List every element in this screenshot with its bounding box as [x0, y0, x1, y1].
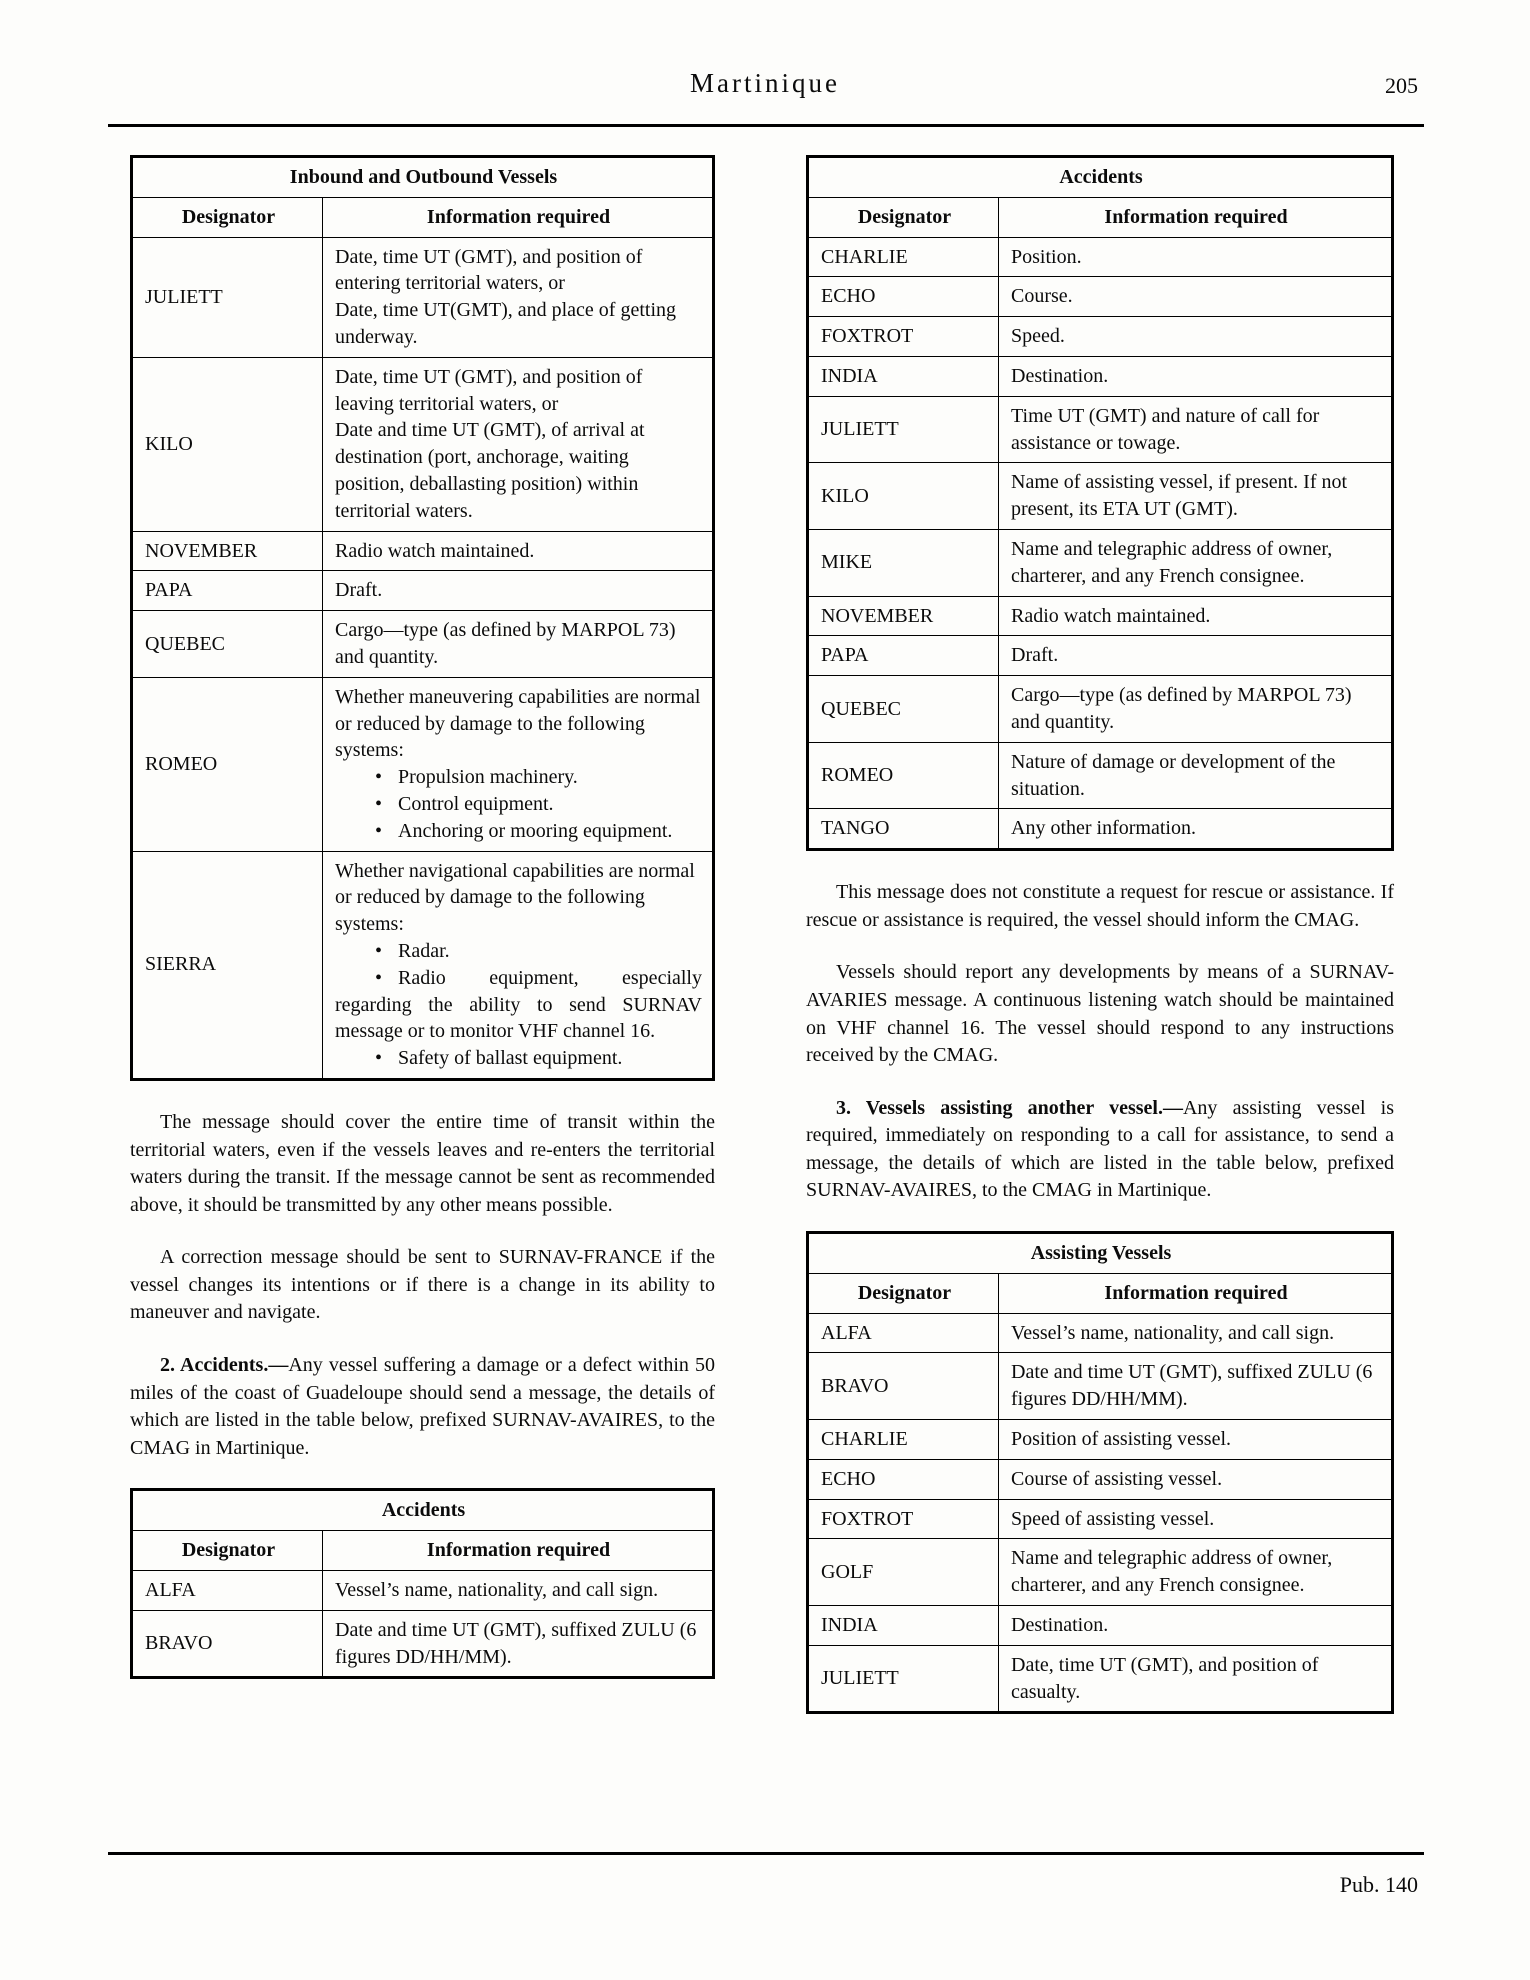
- accidents-table-right: [806, 155, 1394, 851]
- table-row-romeo: [808, 742, 1393, 809]
- table-header-row: [808, 1273, 1393, 1313]
- table-header-row: [808, 197, 1393, 237]
- table-row-juliett: [808, 1645, 1393, 1713]
- paragraph-rescue: This message does not constitute a request for rescue or assistance. If rescue or assistance is required, the vessel should inform the CMAG.: [806, 881, 1394, 931]
- paragraph-assisting: [806, 1095, 1394, 1205]
- table-row-bravo: [808, 1353, 1393, 1420]
- designator-cell: ECHO: [808, 277, 999, 317]
- paragraph-body: Any vessel suffering a damage or a defect within 50 miles of the coast of Guadeloupe should send a message, the details of which are listed in the table below, prefixed SURNAV-AVAIRES, to the CMAG in Martinique.: [130, 1354, 716, 1459]
- info-cell: Name and telegraphic address of owner, charterer, and any French consignee.: [999, 1539, 1393, 1606]
- bullet-icon: •: [375, 966, 383, 989]
- paragraph-correction: A correction message should be sent to SURNAV-FRANCE if the vessel changes its intentions or if there is a change in its ability to maneuver and navigate.: [130, 1246, 715, 1324]
- info-cell: Course of assisting vessel.: [999, 1459, 1393, 1499]
- info-cell: [323, 677, 714, 851]
- bullet-text: Radio equipment, especially regarding the ability to send SURNAV message or to monitor VHF channel 16.: [335, 966, 702, 1043]
- column-header-designator: Designator: [808, 197, 999, 237]
- table-title-row: [132, 1490, 714, 1531]
- designator-cell: SIERRA: [132, 851, 323, 1079]
- table-title-row: [808, 1233, 1393, 1274]
- designator-cell: JULIETT: [808, 396, 999, 463]
- designator-cell: ALFA: [132, 1571, 323, 1611]
- info-cell: Radio watch maintained.: [999, 596, 1393, 636]
- table-row-juliett: [808, 396, 1393, 463]
- info-cell: Vessel’s name, nationality, and call sign.: [323, 1571, 714, 1611]
- header-rule: [108, 124, 1424, 127]
- info-intro: Whether navigational capabilities are normal or reduced by damage to the following systems:: [335, 859, 695, 936]
- info-cell: Cargo—type (as defined by MARPOL 73) and quantity.: [999, 676, 1393, 743]
- bullet-item: [335, 965, 702, 1045]
- paragraph-lead: 2. Accidents.—: [160, 1354, 289, 1377]
- info-cell: Draft.: [323, 571, 714, 611]
- table-title: Accidents: [808, 157, 1393, 198]
- table-header-row: [132, 197, 714, 237]
- info-cell: Name and telegraphic address of owner, charterer, and any French consignee.: [999, 529, 1393, 596]
- table-title: Accidents: [132, 1490, 714, 1531]
- table-row-november: [808, 596, 1393, 636]
- bullet-icon: •: [375, 819, 383, 842]
- table-row-alfa: [132, 1571, 714, 1611]
- info-cell: [323, 357, 714, 531]
- column-header-info: Information required: [999, 1273, 1393, 1313]
- table-row-quebec: [132, 611, 714, 678]
- column-header-designator: Designator: [132, 1531, 323, 1571]
- bullet-icon: •: [375, 792, 383, 815]
- table-row-echo: [808, 277, 1393, 317]
- designator-cell: ROMEO: [808, 742, 999, 809]
- designator-cell: CHARLIE: [808, 1420, 999, 1460]
- paragraph-developments: Vessels should report any developments by means of a SURNAV-AVARIES message. A continuous listening watch should be maintained on VHF channel 16. The vessel should respond to any instructions received by the CMAG.: [806, 961, 1394, 1067]
- info-intro: Whether maneuvering capabilities are normal or reduced by damage to the following systems:: [335, 685, 701, 762]
- designator-cell: QUEBEC: [132, 611, 323, 678]
- info-cell: [323, 237, 714, 357]
- table-title-row: [132, 157, 714, 198]
- table-row-foxtrot: [808, 317, 1393, 357]
- designator-cell: INDIA: [808, 1606, 999, 1646]
- table-row-romeo: [132, 677, 714, 851]
- info-cell: Radio watch maintained.: [323, 531, 714, 571]
- bullet-icon: •: [375, 766, 383, 789]
- table-row-tango: [808, 809, 1393, 850]
- info-cell: Nature of damage or development of the situation.: [999, 742, 1393, 809]
- table-title-row: [808, 157, 1393, 198]
- designator-cell: PAPA: [132, 571, 323, 611]
- column-header-info: Information required: [999, 197, 1393, 237]
- table-row-golf: [808, 1539, 1393, 1606]
- publication-number: Pub. 140: [1339, 1872, 1418, 1897]
- bullet-text: Propulsion machinery.: [398, 766, 578, 789]
- info-cell: Vessel’s name, nationality, and call sign.: [999, 1313, 1393, 1353]
- bullet-text: Safety of ballast equipment.: [398, 1047, 623, 1070]
- info-cell: Destination.: [999, 356, 1393, 396]
- bullet-text: Control equipment.: [398, 792, 554, 815]
- bullet-item: [335, 1045, 702, 1072]
- info-cell: Time UT (GMT) and nature of call for assistance or towage.: [999, 396, 1393, 463]
- info-cell: Cargo—type (as defined by MARPOL 73) and quantity.: [323, 611, 714, 678]
- info-line: Date and time UT (GMT), of arrival at destination (port, anchorage, waiting position, deballasting position) within territorial waters.: [335, 419, 645, 522]
- table-row-echo: [808, 1459, 1393, 1499]
- designator-cell: MIKE: [808, 529, 999, 596]
- info-cell: Date, time UT (GMT), and position of casualty.: [999, 1645, 1393, 1713]
- designator-cell: TANGO: [808, 809, 999, 850]
- table-row-india: [808, 356, 1393, 396]
- designator-cell: KILO: [808, 463, 999, 530]
- designator-cell: CHARLIE: [808, 237, 999, 277]
- right-column: [806, 155, 1394, 1714]
- info-line: Date, time UT (GMT), and position of entering territorial waters, or: [335, 245, 643, 295]
- designator-cell: BRAVO: [132, 1610, 323, 1678]
- designator-cell: INDIA: [808, 356, 999, 396]
- bullet-item: [335, 791, 702, 818]
- accidents-table-left: [130, 1488, 715, 1679]
- footer-rule: [108, 1852, 1424, 1855]
- info-cell: Draft.: [999, 636, 1393, 676]
- paragraph-body: Any assisting vessel is required, immediately on responding to a call for assistance, to send a message, the details of which are listed in the table below, prefixed SURNAV-AVAIRES, to the CMAG in Martinique.: [806, 1096, 1395, 1202]
- table-title: Inbound and Outbound Vessels: [132, 157, 714, 198]
- designator-cell: QUEBEC: [808, 676, 999, 743]
- designator-cell: NOVEMBER: [132, 531, 323, 571]
- table-row-kilo: [808, 463, 1393, 530]
- bullet-text: Radar.: [398, 939, 450, 962]
- designator-cell: ALFA: [808, 1313, 999, 1353]
- table-row-papa: [132, 571, 714, 611]
- column-header-info: Information required: [323, 197, 714, 237]
- info-line: Date, time UT(GMT), and place of getting underway.: [335, 299, 676, 348]
- info-cell: Name of assisting vessel, if present. If not present, its ETA UT (GMT).: [999, 463, 1393, 530]
- table-title: Assisting Vessels: [808, 1233, 1393, 1274]
- info-cell: Position of assisting vessel.: [999, 1420, 1393, 1460]
- table-row-mike: [808, 529, 1393, 596]
- designator-cell: BRAVO: [808, 1353, 999, 1420]
- table-row-juliett: [132, 237, 714, 357]
- designator-cell: KILO: [132, 357, 323, 531]
- running-head-title: Martinique: [690, 68, 840, 98]
- info-line: Date, time UT (GMT), and position of leaving territorial waters, or: [335, 365, 643, 415]
- designator-cell: NOVEMBER: [808, 596, 999, 636]
- paragraph-lead: 3. Vessels assisting another vessel.—: [836, 1096, 1183, 1119]
- info-cell: Course.: [999, 277, 1393, 317]
- info-cell: [323, 851, 714, 1079]
- bullet-item: [335, 938, 702, 965]
- table-row-sierra: [132, 851, 714, 1079]
- column-header-info: Information required: [323, 1531, 714, 1571]
- info-cell: Date and time UT (GMT), suffixed ZULU (6 figures DD/HH/MM).: [323, 1610, 714, 1678]
- designator-cell: GOLF: [808, 1539, 999, 1606]
- table-row-india: [808, 1606, 1393, 1646]
- info-cell: Date and time UT (GMT), suffixed ZULU (6 figures DD/HH/MM).: [999, 1353, 1393, 1420]
- column-header-designator: Designator: [808, 1273, 999, 1313]
- paragraph-transit: The message should cover the entire time of transit within the territorial waters, even if the vessels leaves and re-enters the territorial waters during the transit. If the message cannot be sent as recommended above, it should be transmitted by any other means possible.: [130, 1110, 715, 1216]
- inbound-outbound-vessels-table: [130, 155, 715, 1081]
- table-row-alfa: [808, 1313, 1393, 1353]
- bullet-text: Anchoring or mooring equipment.: [398, 819, 673, 842]
- table-row-bravo: [132, 1610, 714, 1678]
- table-row-kilo: [132, 357, 714, 531]
- bullet-item: [335, 818, 702, 845]
- table-row-papa: [808, 636, 1393, 676]
- info-cell: Speed of assisting vessel.: [999, 1499, 1393, 1539]
- info-cell: Speed.: [999, 317, 1393, 357]
- table-row-quebec: [808, 676, 1393, 743]
- left-column: [130, 155, 715, 1679]
- designator-cell: JULIETT: [808, 1645, 999, 1713]
- info-cell: Destination.: [999, 1606, 1393, 1646]
- designator-cell: PAPA: [808, 636, 999, 676]
- table-header-row: [132, 1531, 714, 1571]
- table-row-november: [132, 531, 714, 571]
- paragraph-accidents: [130, 1352, 715, 1462]
- bullet-item: [335, 764, 702, 791]
- table-row-charlie: [808, 237, 1393, 277]
- table-row-foxtrot: [808, 1499, 1393, 1539]
- bullet-icon: •: [375, 1047, 383, 1070]
- designator-cell: FOXTROT: [808, 1499, 999, 1539]
- designator-cell: FOXTROT: [808, 317, 999, 357]
- page-number: 205: [1385, 73, 1418, 98]
- info-cell: Position.: [999, 237, 1393, 277]
- info-cell: Any other information.: [999, 809, 1393, 850]
- designator-cell: JULIETT: [132, 237, 323, 357]
- assisting-vessels-table: [806, 1231, 1394, 1714]
- column-header-designator: Designator: [132, 197, 323, 237]
- table-row-charlie: [808, 1420, 1393, 1460]
- designator-cell: ECHO: [808, 1459, 999, 1499]
- designator-cell: ROMEO: [132, 677, 323, 851]
- bullet-icon: •: [375, 939, 383, 962]
